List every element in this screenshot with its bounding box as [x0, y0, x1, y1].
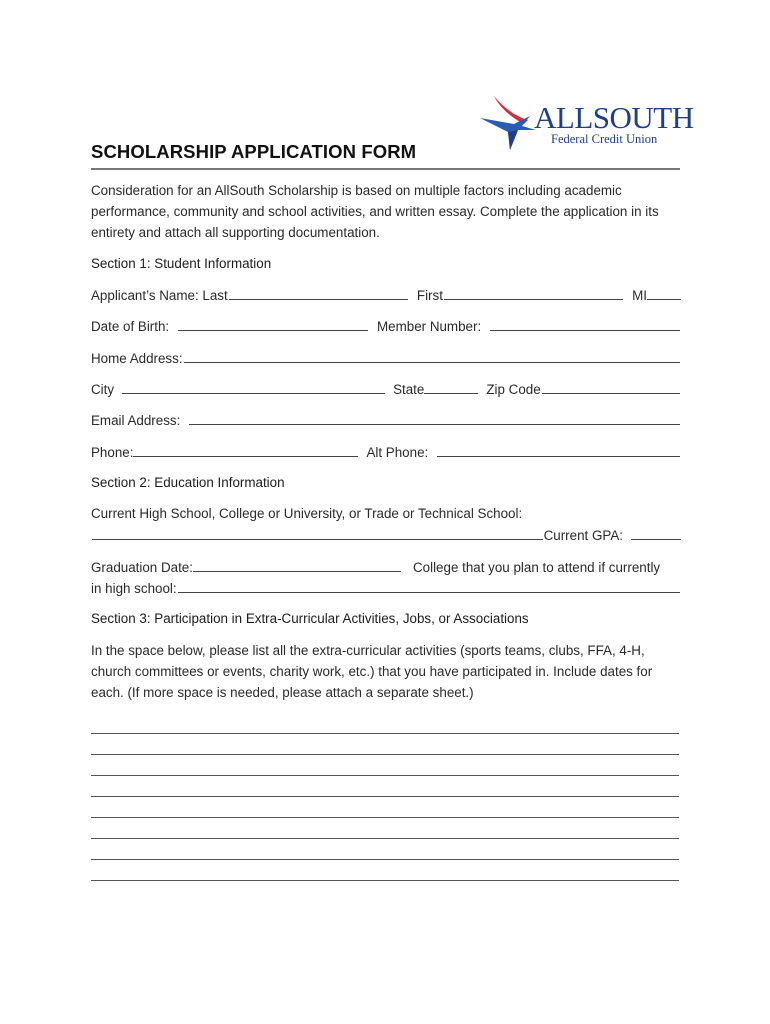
- college-label-continued: in high school:: [91, 581, 177, 596]
- mi-field[interactable]: [647, 287, 681, 300]
- activity-line[interactable]: [91, 859, 679, 860]
- last-name-field[interactable]: [229, 287, 408, 300]
- zip-code-field[interactable]: [542, 381, 680, 394]
- section3-heading: Section 3: Participation in Extra-Curricular Activities, Jobs, or Associations: [91, 611, 529, 626]
- dob-row: [91, 318, 681, 334]
- title-divider: [91, 168, 680, 170]
- logo-wordmark: ALLSOUTH: [534, 100, 694, 135]
- college-field[interactable]: [178, 580, 680, 593]
- allsouth-logo: [480, 94, 694, 154]
- intro-paragraph: Consideration for an AllSouth Scholarship is based on multiple factors including academic performance, community and school activities, and written essay. Complete the application in its entirety and attach all supporting documentation.: [91, 183, 659, 240]
- dob-field[interactable]: [178, 318, 368, 331]
- logo-subtitle: Federal Credit Union: [551, 132, 658, 146]
- section1-heading: Section 1: Student Information: [91, 256, 272, 271]
- phone-row: [91, 444, 681, 460]
- graduation-date-label: Graduation Date:: [91, 560, 193, 575]
- name-row: [91, 287, 681, 303]
- section2-heading: Section 2: Education Information: [91, 475, 285, 490]
- alt-phone-field[interactable]: [437, 444, 680, 457]
- form-title: SCHOLARSHIP APPLICATION FORM: [91, 141, 417, 162]
- city-label: City: [91, 382, 115, 397]
- gpa-field[interactable]: [631, 527, 681, 540]
- phone-field[interactable]: [133, 444, 358, 457]
- member-number-field[interactable]: [490, 318, 680, 331]
- activity-line[interactable]: [91, 796, 679, 797]
- activity-line[interactable]: [91, 838, 679, 839]
- alt-phone-label: Alt Phone:: [366, 445, 429, 460]
- address-row: [91, 350, 681, 366]
- zip-code-label: Zip Code: [486, 382, 541, 397]
- phone-label: Phone:: [91, 445, 134, 460]
- school-field[interactable]: [92, 527, 543, 540]
- gpa-label: Current GPA:: [543, 528, 623, 543]
- graduation-row: [91, 559, 681, 575]
- school-label: Current High School, College or University, or Trade or Technical School:: [91, 506, 523, 521]
- city-field[interactable]: [122, 381, 385, 394]
- email-label: Email Address:: [91, 413, 181, 428]
- activity-line[interactable]: [91, 880, 679, 881]
- first-name-field[interactable]: [444, 287, 623, 300]
- state-field[interactable]: [424, 381, 478, 394]
- graduation-date-field[interactable]: [193, 559, 401, 572]
- activity-line[interactable]: [91, 817, 679, 818]
- member-number-label: Member Number:: [376, 319, 482, 334]
- email-field[interactable]: [189, 412, 680, 425]
- dob-label: Date of Birth:: [91, 319, 170, 334]
- activity-line[interactable]: [91, 733, 679, 734]
- section3-instructions: In the space below, please list all the extra-curricular activities (sports teams, clubs, FFA, 4-H, church committees or events, charity work, etc.) that you have participated in. Include dates for each. (If more space is needed, please attach a separate sheet.): [91, 643, 653, 700]
- college-row: [91, 580, 681, 596]
- mi-label: MI: [632, 288, 647, 303]
- state-label: State: [393, 382, 425, 397]
- email-row: [91, 412, 681, 428]
- last-name-label: Applicant’s Name: Last: [91, 288, 228, 303]
- home-address-label: Home Address:: [91, 351, 183, 366]
- activity-line[interactable]: [91, 754, 679, 755]
- school-row: [91, 527, 681, 543]
- first-name-label: First: [416, 288, 443, 303]
- city-row: [91, 381, 681, 397]
- activity-line[interactable]: [91, 775, 679, 776]
- college-label: College that you plan to attend if currently: [412, 560, 661, 575]
- home-address-field[interactable]: [184, 350, 680, 363]
